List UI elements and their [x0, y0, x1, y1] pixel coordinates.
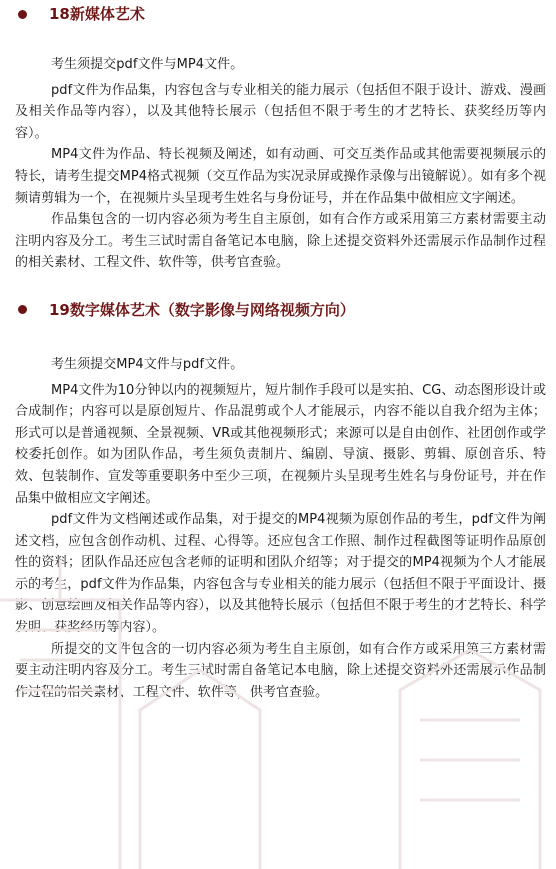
- bullet-dot-icon: [18, 10, 27, 19]
- bullet-dot-icon: [18, 305, 27, 314]
- section-title: 18新媒体艺术: [49, 5, 145, 23]
- paragraph: MP4文件为作品、特长视频及阐述，如有动画、可交互类作品或其他需要视频展示的特长，请考生提交MP4格式视频（交互作品为实况录屏或操作录像与出镜解说）。如有多个视频请剪辑为一个，在视频片头呈现考生姓名与身份证号，并在作品集中做相应文字阐述。: [15, 147, 546, 206]
- paragraph: 考生须提交MP4文件与pdf文件。: [51, 356, 244, 372]
- paragraph: 作品集包含的一切内容必须为考生自主原创，如有合作方或采用第三方素材需要主动注明内容及分工。考生三试时需自备笔记本电脑，除上述提交资料外还需展示作品制作过程的相关素材、工程文件、软件等，供考官查验。: [15, 212, 546, 271]
- section-title: 19数字媒体艺术（数字影像与网络视频方向）: [49, 300, 355, 319]
- paragraph: 所提交的文件包含的一切内容必须为考生自主原创，如有合作方或采用第三方素材需要主动注明内容及分工。考生三试时需自备笔记本电脑，除上述提交资料外还需展示作品制作过程的相关素材、工程文件、软件等，供考官查验。: [15, 641, 546, 700]
- section-heading: [15, 4, 546, 24]
- paragraph: 考生须提交pdf文件与MP4文件。: [51, 57, 244, 72]
- paragraph: pdf文件为文档阐述或作品集，对于提交的MP4视频为原创作品的考生，pdf文件为阐述文档，应包含创作动机、过程、心得等。还应包含工作照、制作过程截图等证明作品原创性的资料；团队作品还应包含老师的证明和团队介绍等；对于提交的MP4视频为个人才能展示的考生，pdf文件为作品集，内容包含与专业相关的能力展示（包括但不限于平面设计、摄影、创意绘画及相关作品等内容），以及其他特长展示（包括但不限于考生的才艺特长、科学发明、获奖经历等内容）。: [15, 512, 546, 636]
- paragraph: pdf文件为作品集，内容包含与专业相关的能力展示（包括但不限于设计、游戏、漫画及相关作品等内容），以及其他特长展示（包括但不限于考生的才艺特长、获奖经历等内容）。: [15, 82, 546, 141]
- section-heading: [15, 300, 546, 320]
- paragraph: MP4文件为10分钟以内的视频短片，短片制作手段可以是实拍、CG、动态图形设计或合成制作；内容可以是原创短片、作品混剪或个人才能展示，内容不能以自我介绍为主体；形式可以是普通视频、全景视频、VR或其他视频形式；来源可以是自由创作、社团创作或学校委托创作。如为团队作品，考生须负责制片、编剧、导演、摄影、剪辑、原创音乐、特效、包装制作、宣发等重要职务中至少三项，在视频片头呈现考生姓名与身份证号，并在作品集中做相应文字阐述。: [15, 382, 546, 506]
